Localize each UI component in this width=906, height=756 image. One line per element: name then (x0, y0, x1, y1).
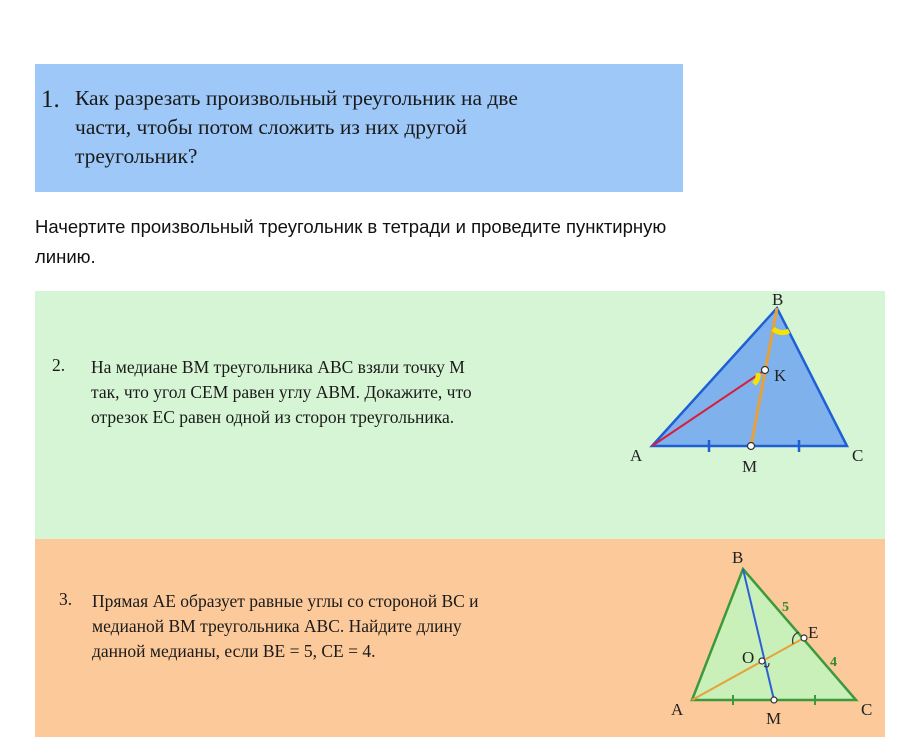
label-a: A (671, 700, 684, 719)
label-ce-length: 4 (830, 655, 837, 670)
label-m: M (766, 709, 782, 728)
problem-2-line-2: так, что угол СЕМ равен углу АВМ. Докажите, что (91, 382, 472, 402)
problem-1-line-1: Как разрезать произвольный треугольник на две (75, 86, 518, 110)
problem-2-number: 2. (52, 355, 66, 375)
instruction-line-2: линию. (35, 246, 96, 267)
problem-3-line-1: Прямая АЕ образует равные углы со стороной ВС и (92, 591, 479, 611)
label-c: C (861, 700, 873, 719)
point-m (748, 443, 755, 450)
problem-3-line-3: данной медианы, если ВЕ = 5, СЕ = 4. (92, 641, 376, 661)
problem-1-number: 1. (41, 86, 60, 113)
label-m: M (742, 457, 758, 476)
problem-2-figure (35, 291, 885, 539)
label-be-length: 5 (782, 600, 789, 615)
problem-3-line-2: медианой ВМ треугольника АВС. Найдите длину (92, 616, 462, 636)
problem-1-panel (35, 64, 683, 192)
problem-1-line-3: треугольник? (75, 144, 198, 168)
point-m (771, 697, 777, 703)
label-e: E (808, 623, 819, 642)
label-k: K (774, 366, 787, 385)
problem-2-line-3: отрезок ЕС равен одной из сторон треугольника. (91, 407, 455, 427)
label-b: B (772, 291, 784, 309)
problem-3-number: 3. (59, 589, 73, 609)
label-o: O (742, 648, 755, 667)
triangle-abc (692, 569, 856, 700)
label-b: B (732, 548, 744, 567)
instruction-text (35, 212, 875, 272)
problem-3-panel (35, 539, 885, 737)
label-c: C (852, 446, 864, 465)
problem-2-line-1: На медиане ВМ треугольника АВС взяли точку М (91, 357, 465, 377)
instruction-line-1: Начертите произвольный треугольник в тетради и проведите пунктирную (35, 216, 667, 237)
problem-3-figure (35, 539, 885, 737)
point-e (801, 635, 807, 641)
point-k (762, 367, 769, 374)
point-o (759, 658, 765, 664)
problem-2-panel (35, 291, 885, 539)
label-a: A (630, 446, 643, 465)
problem-1-line-2: части, чтобы потом сложить из них другой (75, 115, 468, 139)
